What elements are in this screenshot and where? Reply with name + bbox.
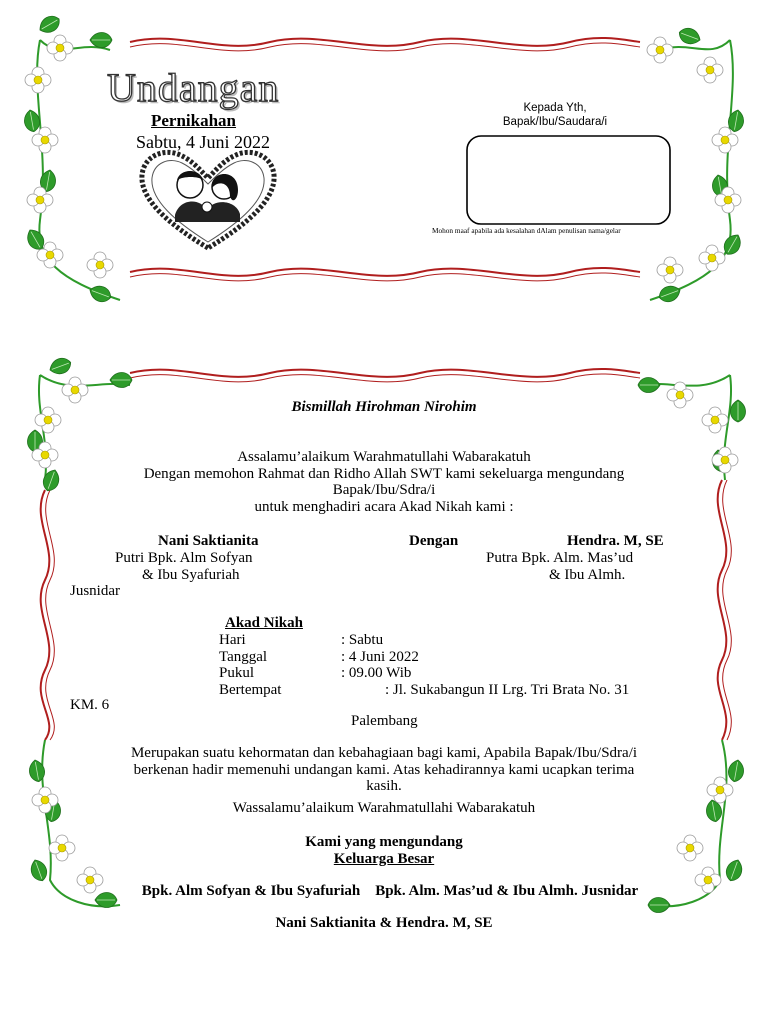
flower-vine-top-left xyxy=(23,13,120,305)
recipient-line-1: Kepada Yth, xyxy=(523,102,587,114)
envelope-date: Sabtu, 4 Juni 2022 xyxy=(136,132,271,152)
groom-parent-line-2: & Ibu Almh. xyxy=(549,567,626,583)
recipient-line-2: Bapak/Ibu/Saudara/i xyxy=(502,116,608,128)
couple-heart-emblem xyxy=(142,152,274,248)
tempat-value: : Jl. Sukabangun II Lrg. Tri Brata No. 31 xyxy=(385,682,630,698)
intro-line-2: Bapak/Ibu/Sdra/i xyxy=(332,482,436,498)
farewell-line: Wassalamu’alaikum Warahmatullahi Wabarakatuh xyxy=(232,800,536,816)
address-box xyxy=(467,136,670,224)
envelope-title: Undangan xyxy=(107,65,280,110)
hari-value: : Sabtu xyxy=(341,632,384,648)
bride-name: Nani Saktianita xyxy=(158,533,259,549)
closing-line-2: berkenan hadir memenuhi undangan kami. Atas kehadirannya kami ucapkan terima xyxy=(133,761,635,778)
groom-parent-line-3: Jusnidar xyxy=(70,583,120,599)
groom-parent-line-1: Putra Bpk. Alm. Mas’ud xyxy=(486,550,634,566)
bride-parent-line-1: Putri Bpk. Alm Sofyan xyxy=(115,550,253,566)
akad-nikah-title: Akad Nikah xyxy=(225,615,303,631)
intro-line-1: Dengan memohon Rahmat dan Ridho Allah SWT kami sekeluarga mengundang xyxy=(143,465,625,482)
signature-line-2: Keluarga Besar xyxy=(333,851,435,867)
signature-line-1: Kami yang mengundang xyxy=(305,834,463,850)
envelope-subtitle: Pernikahan xyxy=(151,111,237,130)
groom-name: Hendra. M, SE xyxy=(567,533,664,549)
greeting-line: Assalamu’alaikum Warahmatullahi Wabarakatuh xyxy=(237,449,531,465)
closing-paragraph xyxy=(70,745,698,795)
families-line: Bpk. Alm Sofyan & Ibu Syafuriah Bpk. Alm. Mas’ud & Ibu Almh. Jusnidar xyxy=(141,883,639,899)
opening-paragraph xyxy=(70,449,698,515)
city-line: Palembang xyxy=(351,713,418,729)
intro-line-3: untuk menghadiri acara Akad Nikah kami : xyxy=(254,498,514,515)
tanggal-label: Tanggal xyxy=(219,649,268,665)
closing-line-3: kasih. xyxy=(366,778,402,794)
tanggal-value: : 4 Juni 2022 xyxy=(341,649,419,665)
hari-label: Hari xyxy=(219,632,246,648)
pukul-value: : 09.00 Wib xyxy=(341,665,412,681)
closing-line-1: Merupakan suatu kehormatan dan kebahagiaan bagi kami, Apabila Bapak/Ibu/Sdra/i xyxy=(130,745,638,761)
tempat-continuation: KM. 6 xyxy=(70,697,110,713)
pukul-label: Pukul xyxy=(219,665,255,681)
dengan-label: Dengan xyxy=(409,533,459,549)
couple-names-line: Nani Saktianita & Hendra. M, SE xyxy=(275,915,493,931)
recipient-label xyxy=(480,101,630,129)
bride-parent-line-2: & Ibu Syafuriah xyxy=(142,567,240,583)
tempat-label: Bertempat xyxy=(219,682,282,698)
bismillah-heading: Bismillah Hirohman Nirohim xyxy=(291,399,477,415)
name-apology-note: Mohon maaf apabila ada kesalahan dAlam penulisan nama/gelar xyxy=(432,226,621,235)
